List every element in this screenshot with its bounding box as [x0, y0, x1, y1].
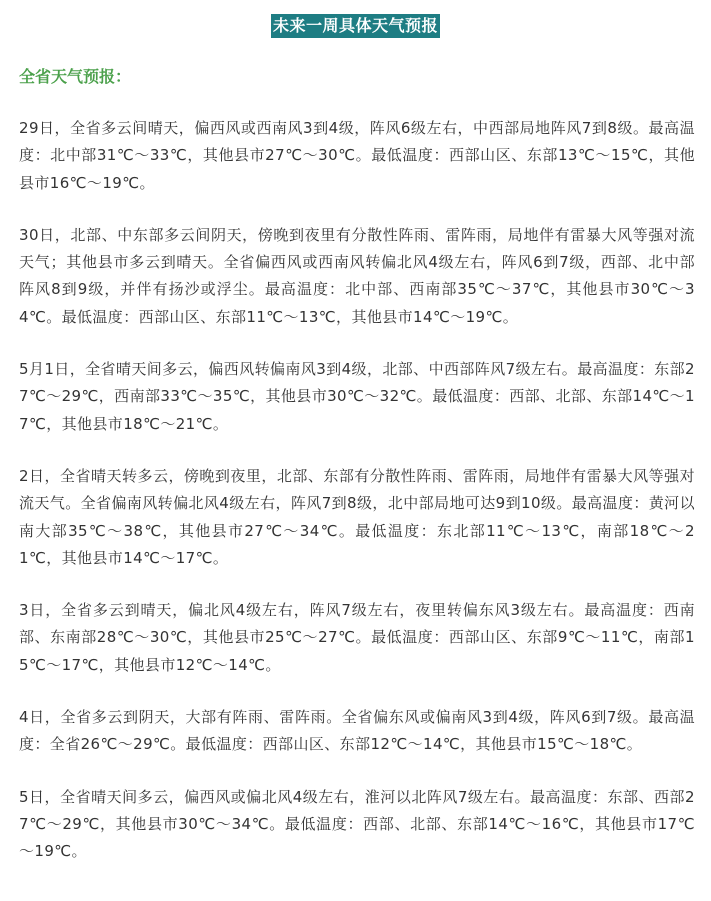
forecast-paragraph-day-30: 30日，北部、中东部多云间阴天，傍晚到夜里有分散性阵雨、雷阵雨，局地伴有雷暴大风等强对流天气；其他县市多云到晴天。全省偏西风或西南风转偏北风4级左右，阵风6到7级，西部、北中部阵风8到9级，并伴有扬沙或浮尘。最高温度：北中部、西南部35℃～37℃，其他县市30℃～34℃。最低温度：西部山区、东部11℃～13℃，其他县市14℃～19℃。 [19, 225, 695, 326]
forecast-paragraph-day-5: 5日，全省晴天间多云，偏西风或偏北风4级左右，淮河以北阵风7级左右。最高温度：东部、西部27℃～29℃，其他县市30℃～34℃。最低温度：西部、北部、东部14℃～16℃，其他县市17℃～19℃。 [19, 787, 695, 861]
title-container [0, 14, 711, 38]
forecast-content [19, 115, 695, 891]
forecast-paragraph-day-3: 3日，全省多云到晴天，偏北风4级左右，阵风7级左右，夜里转偏东风3级左右。最高温度：西南部、东南部28℃～30℃，其他县市25℃～27℃。最低温度：西部山区、东部9℃～11℃，南部15℃～17℃，其他县市12℃～14℃。 [19, 601, 695, 674]
page-title: 未来一周具体天气预报 [271, 14, 440, 38]
forecast-paragraph-day-29: 29日，全省多云间晴天，偏西风或西南风3到4级，阵风6级左右，中西部局地阵风7到8级。最高温度：北中部31℃～33℃，其他县市27℃～30℃。最低温度：西部山区、东部13℃～15℃，其他县市16℃～19℃。 [19, 119, 695, 192]
section-heading: 全省天气预报： [19, 67, 132, 86]
forecast-paragraph-may-1: 5月1日，全省晴天间多云，偏西风转偏南风3到4级，北部、中西部阵风7级左右。最高温度：东部27℃～29℃，西南部33℃～35℃，其他县市30℃～32℃。最低温度：西部、北部、东部14℃～17℃，其他县市18℃～21℃。 [19, 360, 695, 433]
forecast-paragraph-day-4: 4日，全省多云到阴天，大部有阵雨、雷阵雨。全省偏东风或偏南风3到4级，阵风6到7级。最高温度：全省26℃～29℃。最低温度：西部山区、东部12℃～14℃，其他县市15℃～18℃。 [19, 708, 695, 754]
forecast-paragraph-day-2: 2日，全省晴天转多云，傍晚到夜里，北部、东部有分散性阵雨、雷阵雨，局地伴有雷暴大风等强对流天气。全省偏南风转偏北风4级左右，阵风7到8级，北中部局地可达9到10级。最高温度：黄河以南大部35℃～38℃，其他县市27℃～34℃。最低温度：东北部11℃～13℃，南部18℃～21℃，其他县市14℃～17℃。 [19, 466, 695, 567]
